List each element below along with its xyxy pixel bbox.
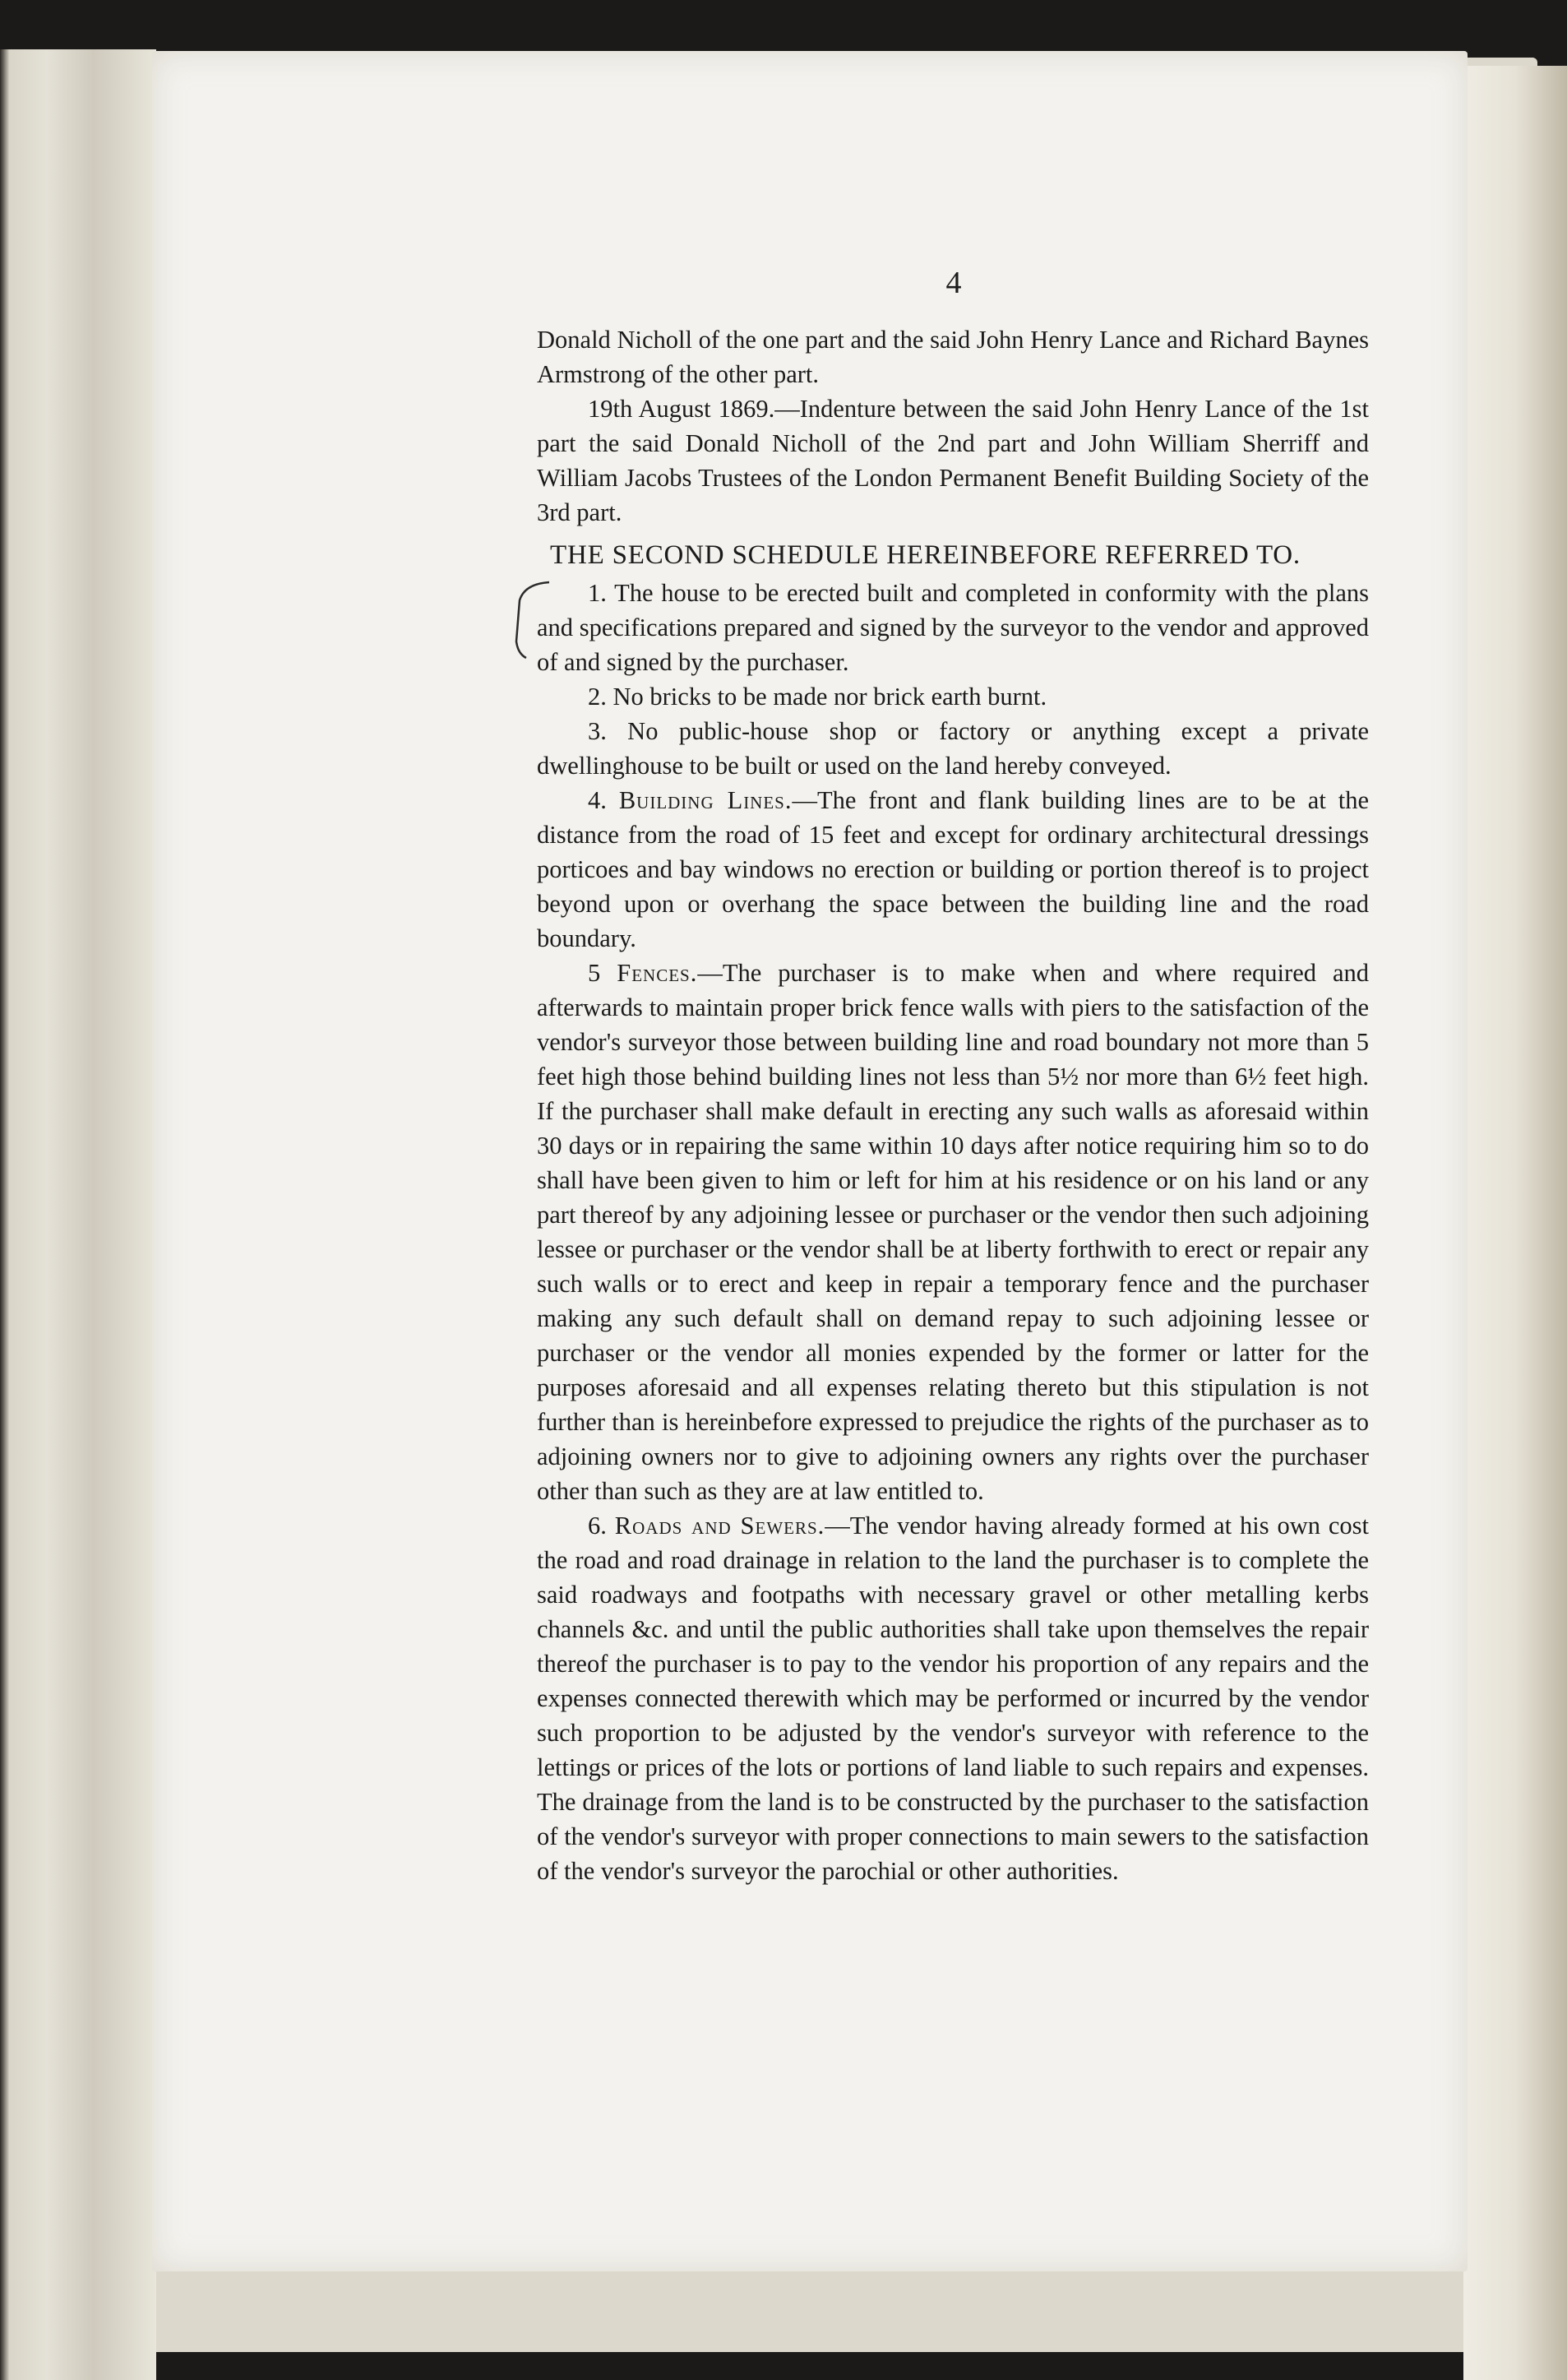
clause-text: —The front and flank building lines are to be at the distance from the road of 15 feet and except for ordinary architectural dressings porticoes and bay windows no erection or building or portion thereof is to project beyond upon or overhang the space between the building line and the road boundary. [537,786,1369,952]
clause-number: 6. [588,1512,607,1540]
clause-4 [537,783,1369,956]
paragraph-continuation: Donald Nicholl of the one part and the said John Henry Lance and Richard Baynes Armstrong of the other part. [537,326,1369,388]
document-text [537,322,1369,1888]
clause-text: The house to be erected built and completed in conformity with the plans and specifications prepared and signed by the surveyor to the vendor and approved of and signed by the purchaser. [537,579,1369,676]
clause-title: Roads and Sewers. [614,1512,825,1540]
clause-number: 1. [588,579,607,607]
clause-title: Fences. [617,959,698,987]
clause-number: 2. [588,683,607,711]
clause-text: No public-house shop or factory or anything except a private dwellinghouse to be built or used on the land hereby conveyed. [537,717,1369,780]
clause-3 [537,714,1369,783]
paragraph-indenture: 19th August 1869.—Indenture between the said John Henry Lance of the 1st part the said Donald Nicholl of the 2nd part and John William Sherriff and William Jacobs Trustees of the London Permanent Benefit Building Society of the 3rd part. [537,395,1369,526]
clause-6 [537,1508,1369,1888]
clause-number: 5 [588,959,601,987]
clause-number: 4. [588,786,607,814]
book-spine [0,49,156,2380]
clause-number: 3. [588,717,607,745]
clause-1 [537,576,1369,679]
page-number: 4 [945,266,962,300]
clause-2 [537,679,1369,714]
clause-text: —The purchaser is to make when and where required and afterwards to maintain proper brick fence walls with piers to the satisfaction of the vendor's surveyor those between building line and road boundary not more than 5 feet high those behind building lines not less than 5½ nor more than 6½ feet high. If the purchaser shall make default in erecting any such walls as aforesaid within 30 days or in repairing the same within 10 days after notice requiring him so to do shall have been given to him or left for him at his residence or on his land or any part thereof by any adjoining lessee or purchaser or the vendor then such adjoining lessee or purchaser or the vendor shall be at liberty forthwith to erect or repair any such walls or to erect and keep in repair a temporary fence and the purchaser making any such default shall on demand repay to such adjoining lessee or purchaser or the vendor all monies expended by the former or latter for the purposes aforesaid and all expenses relating thereto but this stipulation is not further than is hereinbefore expressed to prejudice the rights of the purchaser as to adjoining owners nor to give to adjoining owners any rights over the purchaser other than such as they are at law entitled to. [537,959,1369,1505]
clause-text: —The vendor having already formed at his own cost the road and road drainage in relation to the land the purchaser is to complete the said roadways and footpaths with necessary gravel or other metalling kerbs channels &c. and until the public authorities shall take upon themselves the repair thereof the purchaser is to pay to the vendor his proportion of any repairs and the expenses connected therewith which may be performed or incurred by the vendor such proportion to be adjusted by the vendor's surveyor with reference to the lettings or prices of the lots or portions of land liable to such repairs and expenses. The drainage from the land is to be constructed by the purchaser to the satisfaction of the vendor's surveyor with proper connections to main sewers to the satisfaction of the vendor's surveyor the parochial or other authorities. [537,1512,1370,1885]
clause-title: Building Lines. [618,786,793,814]
pencil-bracket-mark [508,576,557,666]
clause-text: No bricks to be made nor brick earth burnt. [612,683,1047,711]
facing-page-edge [1463,66,1567,2380]
schedule-heading: THE SECOND SCHEDULE HEREINBEFORE REFERRED TO. [550,540,1301,570]
clause-5 [537,956,1369,1508]
